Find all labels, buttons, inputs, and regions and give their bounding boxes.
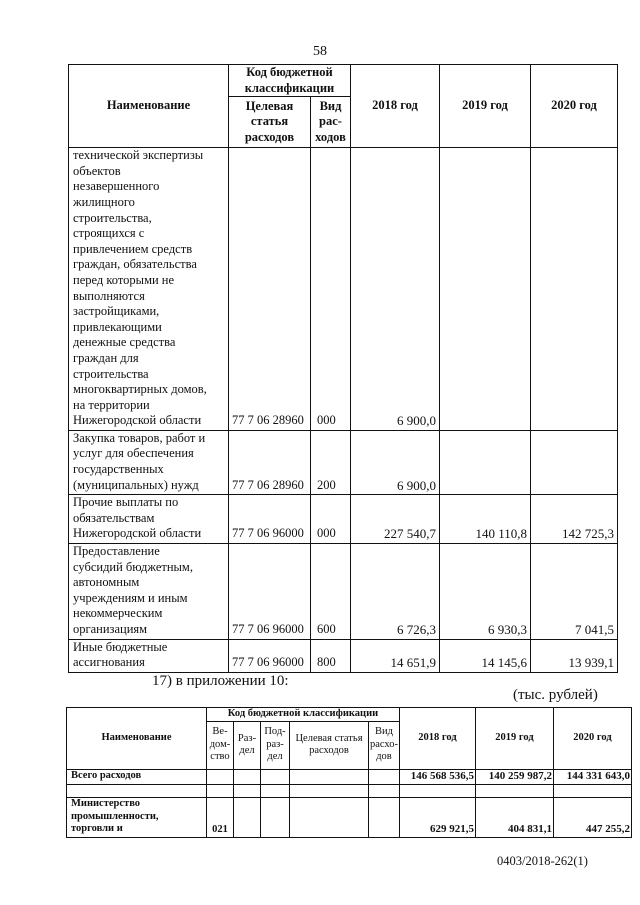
row-2019: 404 831,1: [476, 797, 554, 837]
row-2020: [554, 784, 632, 797]
row-department: [207, 769, 234, 784]
row-target-code: 77 7 06 28960: [229, 148, 311, 431]
header-2020: 2020 год: [531, 65, 618, 148]
row-2018: 6 726,3: [351, 544, 440, 640]
row-target-code: 77 7 06 28960: [229, 430, 311, 494]
table-row: [67, 784, 632, 797]
row-2019: [440, 430, 531, 494]
row-2020: 447 255,2: [554, 797, 632, 837]
row-2019: 140 259 987,2: [476, 769, 554, 784]
row-kind: 000: [311, 495, 351, 544]
header-department: Ве-дом-ство: [207, 721, 234, 769]
row-name: Министерство промышленности, торговли и: [67, 797, 207, 837]
header-target-article: Целевая статья расходов: [290, 721, 369, 769]
row-2018: 227 540,7: [351, 495, 440, 544]
row-kind: 800: [311, 639, 351, 672]
row-kind: 000: [311, 148, 351, 431]
appendix-10-table: [66, 707, 632, 838]
table-row: [67, 769, 632, 784]
row-kind: 200: [311, 430, 351, 494]
row-name: [67, 784, 207, 797]
row-2020: 144 331 643,0: [554, 769, 632, 784]
header-2019: 2019 год: [476, 708, 554, 770]
row-department: 021: [207, 797, 234, 837]
row-kind: 600: [311, 544, 351, 640]
table-row: [69, 544, 618, 640]
header-2019: 2019 год: [440, 65, 531, 148]
expenditure-table: [68, 64, 618, 673]
row-target-code: 77 7 06 96000: [229, 544, 311, 640]
row-2019: [476, 784, 554, 797]
row-name: технической экспертизы объектов незавершенного жилищного строительства, строящихся с привлечением средств граждан, обязательства перед которыми не выполняются застройщиками, привлекающими денежные средства граждан для строительства многоквартирных домов, на территории Нижегородской области: [69, 148, 229, 431]
header-expense-kind: Вид расхо-дов: [369, 721, 400, 769]
row-department: [207, 784, 234, 797]
row-2019: 6 930,3: [440, 544, 531, 640]
row-2018: 146 568 536,5: [400, 769, 476, 784]
page-number: 58: [313, 44, 327, 59]
row-2019: 14 145,6: [440, 639, 531, 672]
header-expense-kind: Вид рас-ходов: [311, 97, 351, 148]
row-2018: [400, 784, 476, 797]
row-name: Предоставление субсидий бюджетным, автономным учреждениям и иным некоммерческим организациям: [69, 544, 229, 640]
row-2019: 140 110,8: [440, 495, 531, 544]
row-2018: 14 651,9: [351, 639, 440, 672]
row-target-code: 77 7 06 96000: [229, 639, 311, 672]
header-2018: 2018 год: [351, 65, 440, 148]
row-name: Иные бюджетные ассигнования: [69, 639, 229, 672]
row-2020: 13 939,1: [531, 639, 618, 672]
table-row: [69, 148, 618, 431]
row-2020: 142 725,3: [531, 495, 618, 544]
row-name: Закупка товаров, работ и услуг для обеспечения государственных (муниципальных) нужд: [69, 430, 229, 494]
header-2020: 2020 год: [554, 708, 632, 770]
header-code-group: Код бюджетной классификации: [229, 65, 351, 97]
header-2018: 2018 год: [400, 708, 476, 770]
table-row: [69, 639, 618, 672]
header-target-article: Целевая статья расходов: [229, 97, 311, 148]
row-2020: [531, 430, 618, 494]
row-name: Всего расходов: [67, 769, 207, 784]
row-2018: 6 900,0: [351, 430, 440, 494]
header-name: Наименование: [67, 708, 207, 770]
row-2020: [531, 148, 618, 431]
row-2019: [440, 148, 531, 431]
table-row: [67, 797, 632, 837]
row-target-code: 77 7 06 96000: [229, 495, 311, 544]
header-section: Раз-дел: [234, 721, 261, 769]
table-row: [69, 430, 618, 494]
table-row: [69, 495, 618, 544]
row-2018: 629 921,5: [400, 797, 476, 837]
row-2020: 7 041,5: [531, 544, 618, 640]
header-subsection: Под-раз-дел: [261, 721, 290, 769]
section-heading: 17) в приложении 10:: [152, 673, 289, 689]
units-label: (тыс. рублей): [513, 687, 598, 703]
row-name: Прочие выплаты по обязательствам Нижегородской области: [69, 495, 229, 544]
document-code: 0403/2018-262(1): [497, 854, 588, 868]
header-name: Наименование: [69, 65, 229, 148]
row-2018: 6 900,0: [351, 148, 440, 431]
header-code-group: Код бюджетной классификации: [207, 708, 400, 722]
